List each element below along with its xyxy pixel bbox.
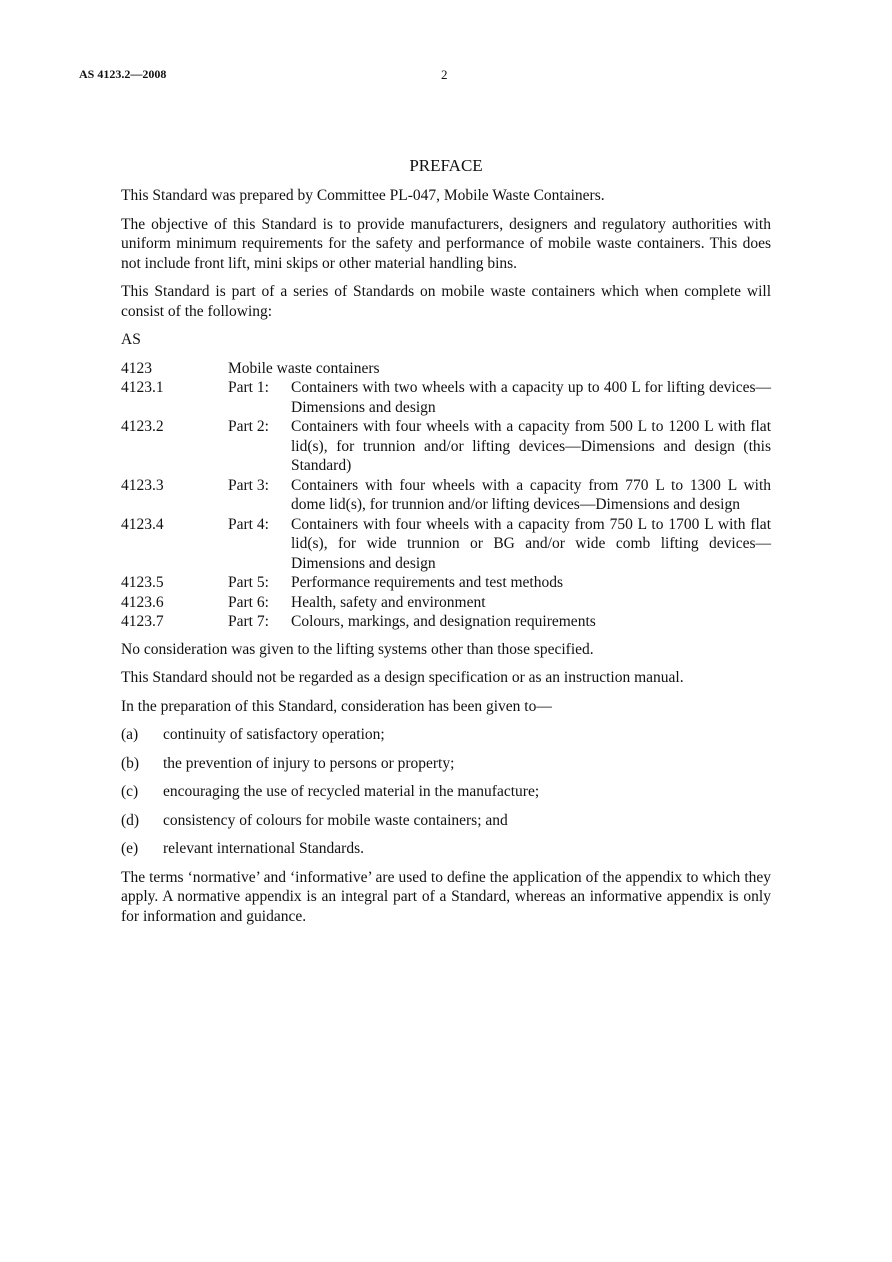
list-item-label: (e) xyxy=(121,840,139,857)
series-row xyxy=(121,476,771,515)
list-item xyxy=(121,811,771,831)
series-title: Containers with four wheels with a capacity from 770 L to 1300 L with dome lid(s), for trunnion and/or lifting devices—Dimensions and design xyxy=(291,476,771,513)
series-part: Part 5: xyxy=(228,574,269,591)
series-row xyxy=(121,573,771,593)
list-item xyxy=(121,782,771,802)
series-title: Containers with two wheels with a capacity up to 400 L for lifting devices—Dimensions and design xyxy=(291,379,771,416)
page-title: PREFACE xyxy=(409,156,483,175)
series-part: Part 4: xyxy=(228,515,269,533)
series-part: Part 3: xyxy=(228,476,269,494)
series-title: Mobile waste containers xyxy=(228,359,380,377)
series-row xyxy=(121,378,771,417)
list-item-text: relevant international Standards. xyxy=(163,840,365,857)
paragraph-series-intro: This Standard is part of a series of Standards on mobile waste containers which when complete will consist of the following: xyxy=(121,283,771,320)
series-part: Part 6: xyxy=(228,593,269,611)
list-item-label: (c) xyxy=(121,783,139,800)
list-item-label: (b) xyxy=(121,754,140,772)
series-list xyxy=(121,359,771,632)
series-row xyxy=(121,593,771,613)
list-item-label: (d) xyxy=(121,811,140,829)
series-number: 4123 xyxy=(121,359,152,377)
series-number: 4123.4 xyxy=(121,515,164,533)
paragraph-objective: The objective of this Standard is to provide manufacturers, designers and regulatory authorities with uniform minimum requirements for the safety and performance of mobile waste containers. This does not include front lift, mini skips or other material handling bins. xyxy=(121,215,771,272)
series-title: Colours, markings, and designation requirements xyxy=(291,613,596,630)
series-part: Part 2: xyxy=(228,418,269,435)
paragraph-lifting-systems: No consideration was given to the lifting systems other than those specified. xyxy=(121,640,594,658)
series-prefix: AS xyxy=(121,331,141,348)
considerations-list xyxy=(121,725,771,859)
series-number: 4123.3 xyxy=(121,476,164,494)
series-row xyxy=(121,359,771,379)
series-number: 4123.6 xyxy=(121,593,164,611)
list-item-text: encouraging the use of recycled material in the manufacture; xyxy=(163,783,540,800)
series-row xyxy=(121,417,771,476)
list-item xyxy=(121,754,771,774)
page-number: 2 xyxy=(441,67,448,82)
series-title: Health, safety and environment xyxy=(291,593,486,611)
list-item-label: (a) xyxy=(121,726,139,743)
list-item xyxy=(121,725,771,745)
paragraph-committee: This Standard was prepared by Committee PL-047, Mobile Waste Containers. xyxy=(121,187,605,204)
series-part: Part 1: xyxy=(228,379,269,396)
paragraph-not-design-spec: This Standard should not be regarded as a design specification or as an instruction manual. xyxy=(121,669,684,686)
series-number: 4123.7 xyxy=(121,613,164,630)
document-id: AS 4123.2—2008 xyxy=(79,67,167,81)
series-title: Containers with four wheels with a capacity from 500 L to 1200 L with flat lid(s), for trunnion and/or lifting devices—Dimensions and design (this Standard) xyxy=(291,418,771,474)
list-item-text: consistency of colours for mobile waste containers; and xyxy=(163,811,508,829)
list-item-text: continuity of satisfactory operation; xyxy=(163,726,385,743)
list-item-text: the prevention of injury to persons or property; xyxy=(163,754,455,772)
series-number: 4123.5 xyxy=(121,574,164,591)
series-number: 4123.1 xyxy=(121,379,164,396)
series-row xyxy=(121,612,771,632)
list-item xyxy=(121,839,771,859)
preface-content xyxy=(121,156,771,935)
series-row xyxy=(121,515,771,574)
series-number: 4123.2 xyxy=(121,418,164,435)
paragraph-normative-informative: The terms ‘normative’ and ‘informative’ are used to define the application of the appendix to which they apply. A normative appendix is an integral part of a Standard, whereas an informative appendix is only for information and guidance. xyxy=(121,868,771,925)
series-title: Containers with four wheels with a capacity from 750 L to 1700 L with flat lid(s), for wide trunnion or BG and/or wide comb lifting devices—Dimensions and design xyxy=(291,515,771,572)
paragraph-considerations-intro: In the preparation of this Standard, consideration has been given to— xyxy=(121,697,552,715)
series-part: Part 7: xyxy=(228,613,269,630)
series-title: Performance requirements and test methods xyxy=(291,574,564,591)
